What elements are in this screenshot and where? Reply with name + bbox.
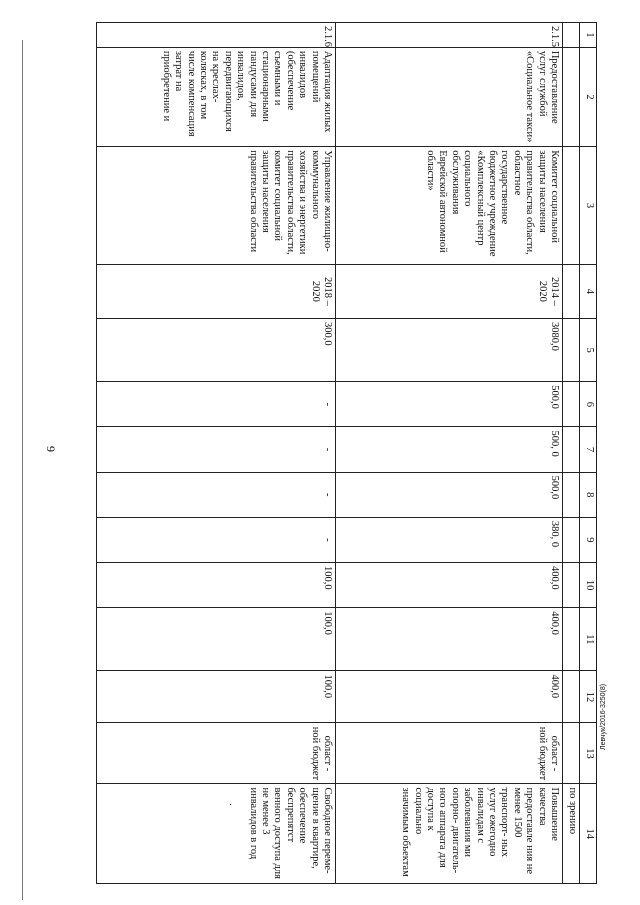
amount-2014: 500,0 (336, 382, 563, 427)
col-header-10: 10 (580, 563, 597, 608)
amount-2014: - (97, 382, 336, 427)
amount-2015: - (97, 427, 336, 472)
col-header-14: 14 (580, 784, 597, 884)
page-edge-line (22, 40, 23, 900)
amount-2020: 100,0 (97, 671, 336, 723)
expected-result: Повышение качества предоставле ния не менее 1500 транспорт- ных услуг ежегодно инвалидам с заболевания ми опорно- двигатель- ного аппарата для доступа к социально значимым объектам (336, 784, 563, 884)
continuation-row (563, 23, 580, 884)
amount-2018: 400,0 (336, 563, 563, 608)
amount-2020: 400,0 (336, 671, 563, 723)
measure-name: Предоставление услуг службой «Социальное такси» (336, 47, 563, 146)
funding-source: област - ной бюджет (97, 723, 336, 784)
period: 2014 – 2020 (336, 264, 563, 318)
amount-2017: 380, 0 (336, 517, 563, 562)
table-row (97, 23, 336, 884)
table-row (336, 23, 563, 884)
continuation-text: по зрению (563, 784, 580, 884)
total-amount: 300,0 (97, 319, 336, 382)
period: 2018 – 2020 (97, 264, 336, 318)
col-header-2: 2 (580, 47, 597, 146)
expected-result: Свободное переме- щение в квартире, обеспечение беспрепятст венного доступа для не менее 3 инвалидов в год (97, 784, 336, 884)
executor: Комитет социальной защиты населения правительства области, областное государственное бюджетное учреждение «Комплексный центр социального обслуживания Еврейской автономной области» (336, 147, 563, 265)
program-table (96, 22, 597, 884)
amount-2019: 100,0 (97, 608, 336, 671)
col-header-8: 8 (580, 472, 597, 517)
col-header-11: 11 (580, 608, 597, 671)
amount-2018: 100,0 (97, 563, 336, 608)
col-header-5: 5 (580, 319, 597, 382)
col-header-12: 12 (580, 671, 597, 723)
col-header-7: 7 (580, 427, 597, 472)
col-header-3: 3 (580, 147, 597, 265)
total-amount: 3080,0 (336, 319, 563, 382)
row-number: 2.1.6 (97, 23, 336, 48)
margin-mark: · (229, 800, 233, 811)
col-header-9: 9 (580, 517, 597, 562)
amount-2019: 400,0 (336, 608, 563, 671)
amount-2017: - (97, 517, 336, 562)
col-header-13: 13 (580, 723, 597, 784)
measure-name: Адаптация жилых помещений инвалидов (обеспечение съемными и стационарными пандусами для инвалидов, передвигающихся на креслах-колясках, в том числе компенсация затрат на приобретение и (97, 47, 336, 146)
executor: Управление жилищно- коммунального хозяйства и энергетики правительства области, комитет социальной защиты населения правительства области (97, 147, 336, 265)
amount-2016: - (97, 472, 336, 517)
col-header-4: 4 (580, 264, 597, 318)
funding-source: област - ной бюджет (336, 723, 563, 784)
footer-code: Левчук/2016-3250(8) (600, 683, 607, 750)
rotated-page (92, 22, 597, 884)
col-header-6: 6 (580, 382, 597, 427)
col-header-1: 1 (580, 23, 597, 48)
row-number: 2.1.5 (336, 23, 563, 48)
header-row (580, 23, 597, 884)
page-number: 9 (44, 446, 58, 452)
amount-2015: 500, 0 (336, 427, 563, 472)
amount-2016: 500,0 (336, 472, 563, 517)
